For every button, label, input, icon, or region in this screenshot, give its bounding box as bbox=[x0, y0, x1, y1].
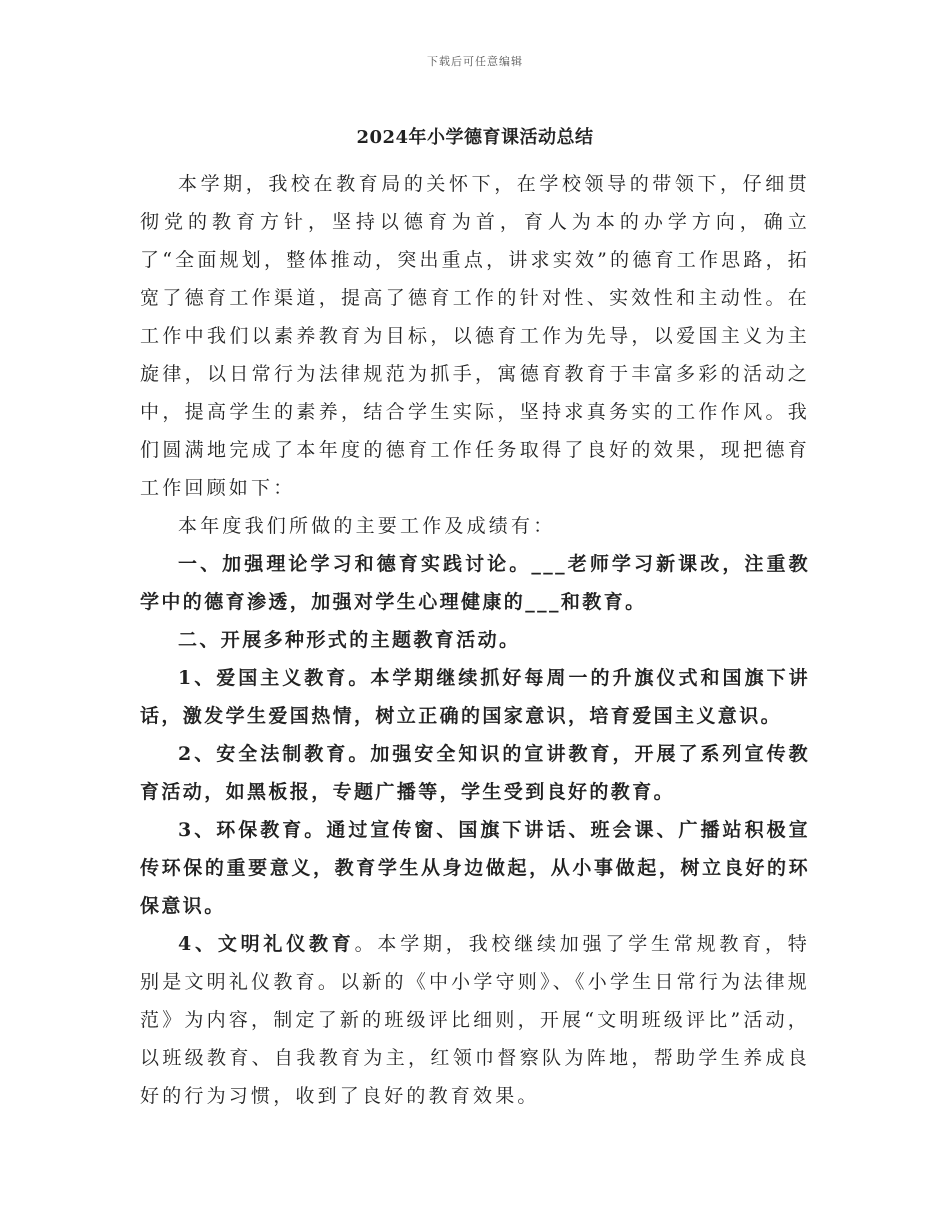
item-4-lead: 4、文明礼仪教育 bbox=[178, 933, 355, 955]
intro-paragraph: 本学期，我校在教育局的关怀下，在学校领导的带领下，仔细贯彻党的教育方针，坚持以德育为首，育人为本的办学方向，确立了“全面规划，整体推动，突出重点，讲求实效”的德育工作思路，拓宽了德育工作渠道，提高了德育工作的针对性、实效性和主动性。在工作中我们以素养教育为目标，以德育工作为先导，以爱国主义为主旋律，以日常行为法律规范为抓手，寓德育教育于丰富多彩的活动之中，提高学生的素养，结合学生实际，坚持求真务实的工作作风。我们圆满地完成了本年度的德育工作任务取得了良好的效果，现把德育工作回顾如下： bbox=[140, 173, 810, 499]
document-title: 2024年小学德育课活动总结 bbox=[356, 127, 594, 148]
item-2-paragraph: 2、安全法制教育。加强安全知识的宣讲教育，开展了系列宣传教育活动，如黑板报，专题广播等，学生受到良好的教育。 bbox=[140, 743, 810, 803]
item-4-body: 。本学期，我校继续加强了学生常规教育，特别是文明礼仪教育。以新的《中小学守则》、《小学生日常行为法律规范》为内容，制定了新的班级评比细则，开展“文明班级评比”活动，以班级教育、自我教育为主，红领巾督察队为阵地，帮助学生养成良好的行为习惯，收到了良好的教育效果。 bbox=[140, 933, 810, 1107]
item-3-paragraph: 3、环保教育。通过宣传窗、国旗下讲话、班会课、广播站积极宣传环保的重要意义，教育学生从身边做起，从小事做起，树立良好的环保意识。 bbox=[140, 819, 810, 917]
section-1-paragraph: 一、加强理论学习和德育实践讨论。___老师学习新课改，注重教学中的德育渗透，加强对学生心理健康的___和教育。 bbox=[140, 553, 810, 613]
document-body bbox=[140, 165, 810, 1115]
section-2-heading: 二、开展多种形式的主题教育活动。 bbox=[178, 629, 521, 651]
summary-lead-paragraph: 本年度我们所做的主要工作及成绩有： bbox=[178, 515, 556, 537]
item-4-paragraph bbox=[140, 925, 810, 1115]
item-1-paragraph: 1、爱国主义教育。本学期继续抓好每周一的升旗仪式和国旗下讲话，激发学生爱国热情，树立正确的国家意识，培育爱国主义意识。 bbox=[140, 667, 810, 727]
header-note: 下载后可任意编辑 bbox=[427, 55, 523, 68]
